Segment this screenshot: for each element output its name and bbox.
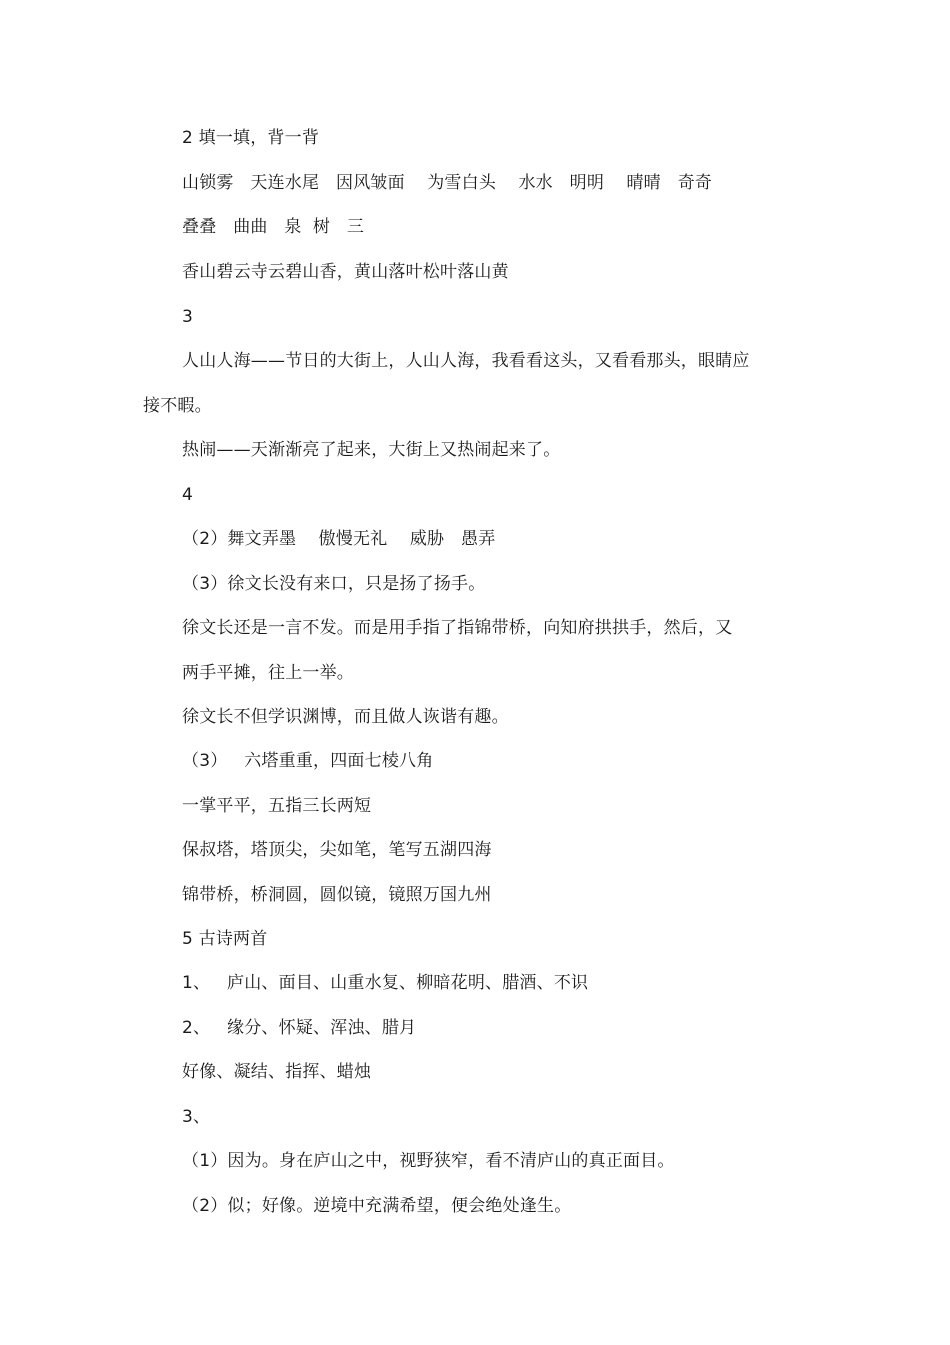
text-line: 2、 缘分、怀疑、浑浊、腊月 — [182, 1018, 417, 1038]
text-line: 保叔塔，塔顶尖，尖如笔，笔写五湖四海 — [182, 840, 492, 860]
text-line: 徐文长不但学识渊博，而且做人诙谐有趣。 — [182, 707, 509, 727]
text-line: 热闹——天渐渐亮了起来，大街上又热闹起来了。 — [182, 440, 561, 460]
text-line: 徐文长还是一言不发。而是用手指了指锦带桥，向知府拱拱手，然后，又 — [182, 618, 733, 638]
text-line: 叠叠 曲曲 泉 树 三 — [182, 217, 365, 237]
text-line: 好像、凝结、指挥、蜡烛 — [182, 1062, 372, 1082]
text-line: （2）似；好像。逆境中充满希望，便会绝处逢生。 — [182, 1196, 572, 1216]
text-line: 锦带桥，桥洞圆，圆似镜，镜照万国九州 — [182, 885, 492, 905]
text-line: 两手平摊，往上一举。 — [182, 663, 354, 683]
text-line: 人山人海——节日的大街上，人山人海，我看看这头，又看看那头，眼睛应 — [182, 351, 750, 371]
text-line-continuation: 接不暇。 — [143, 396, 212, 416]
text-line: 香山碧云寺云碧山香，黄山落叶松叶落山黄 — [182, 262, 509, 282]
text-line: （3） 六塔重重，四面七棱八角 — [182, 751, 434, 771]
section-heading-2: 2 填一填，背一背 — [182, 128, 320, 148]
section-heading-3: 3 — [182, 307, 194, 327]
text-line: 一掌平平，五指三长两短 — [182, 796, 372, 816]
text-line: （1）因为。身在庐山之中，视野狭窄，看不清庐山的真正面目。 — [182, 1151, 675, 1171]
text-line: （3）徐文长没有来口，只是扬了扬手。 — [182, 574, 486, 594]
section-heading-4: 4 — [182, 485, 194, 505]
text-line: （2）舞文弄墨 傲慢无礼 威胁 愚弄 — [182, 529, 496, 549]
text-line: 山锁雾 天连水尾 因风皱面 为雪白头 水水 明明 晴晴 奇奇 — [182, 173, 713, 193]
text-line: 3、 — [182, 1107, 211, 1127]
text-line: 1、 庐山、面目、山重水复、柳暗花明、腊酒、不识 — [182, 973, 589, 993]
section-heading-5: 5 古诗两首 — [182, 929, 268, 949]
